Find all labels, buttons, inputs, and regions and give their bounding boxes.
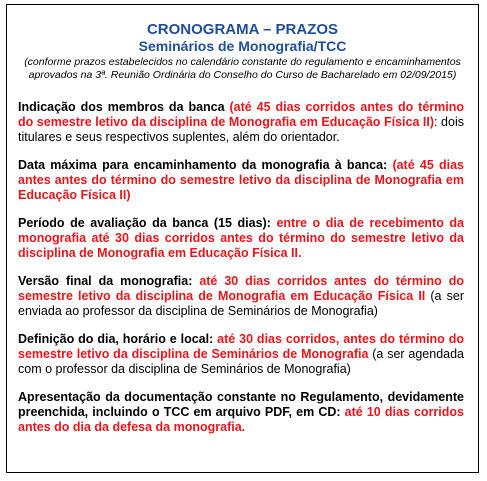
item-deadline: até 30 dias corridos antes do término do semestre letivo da disciplina de Monografia em Educação Física II <box>18 274 464 303</box>
item-label: Versão final da monografia: <box>18 274 200 288</box>
item-deadline: (até 45 dias antes antes do término do semestre letivo da disciplina de Monografia em Educação Física II) <box>18 158 465 202</box>
item-deadline: entre o dia de recebimento da monografia até 30 dias corridos antes do término do semestre letivo da disciplina de Monografia em Educação Física II. <box>18 216 464 260</box>
item-deadline: até 10 dias corridos antes do dia da defesa da monografia. <box>18 405 464 434</box>
deadline-item-encaminhamento <box>18 158 464 203</box>
item-label: Definição do dia, horário e local: <box>18 332 218 346</box>
item-label: Indicação dos membros da banca <box>18 100 230 114</box>
page-subtitle: Seminários de Monografia/TCC <box>138 38 347 54</box>
item-deadline: até 30 dias corridos, antes do término do semestre letivo da disciplina de Seminários de Monografia <box>18 332 464 361</box>
page-title: CRONOGRAMA – PRAZOS <box>146 21 339 38</box>
schedule-box <box>6 4 479 473</box>
deadline-item-apresentacao <box>18 390 464 435</box>
deadline-item-definicao <box>18 332 464 377</box>
item-rest: : dois titulares e seus respectivos suplentes, além do orientador. <box>18 115 464 144</box>
header <box>7 21 478 82</box>
item-rest: (a ser enviada ao professor da disciplina de Seminários de Monografia) <box>18 289 464 318</box>
item-label: Período de avaliação da banca (15 dias): <box>18 216 277 230</box>
deadline-item-versao-final <box>18 274 464 319</box>
item-deadline: (até 45 dias corridos antes do término do semestre letivo da disciplina de Monografia em Educação Física II) <box>18 100 464 129</box>
deadline-item-avaliacao <box>18 216 464 261</box>
item-label: Data máxima para encaminhamento da monografia à banca: <box>18 158 393 172</box>
item-label: Apresentação da documentação constante no Regulamento, devidamente preenchida, incluindo o TCC em arquivo PDF, em CD: <box>18 390 464 419</box>
regulation-note: (conforme prazos estabelecidos no calendário constante do regulamento e encaminhamentos aprovados na 3ª. Reunião Ordinária do Conselho do Curso de Bacharelado em 02/09/2015) <box>24 56 461 81</box>
item-rest: (a ser agendada com o professor da disciplina de Seminários de Monografia) <box>18 347 465 376</box>
deadline-item-banca <box>18 100 464 145</box>
deadline-list <box>18 100 464 435</box>
